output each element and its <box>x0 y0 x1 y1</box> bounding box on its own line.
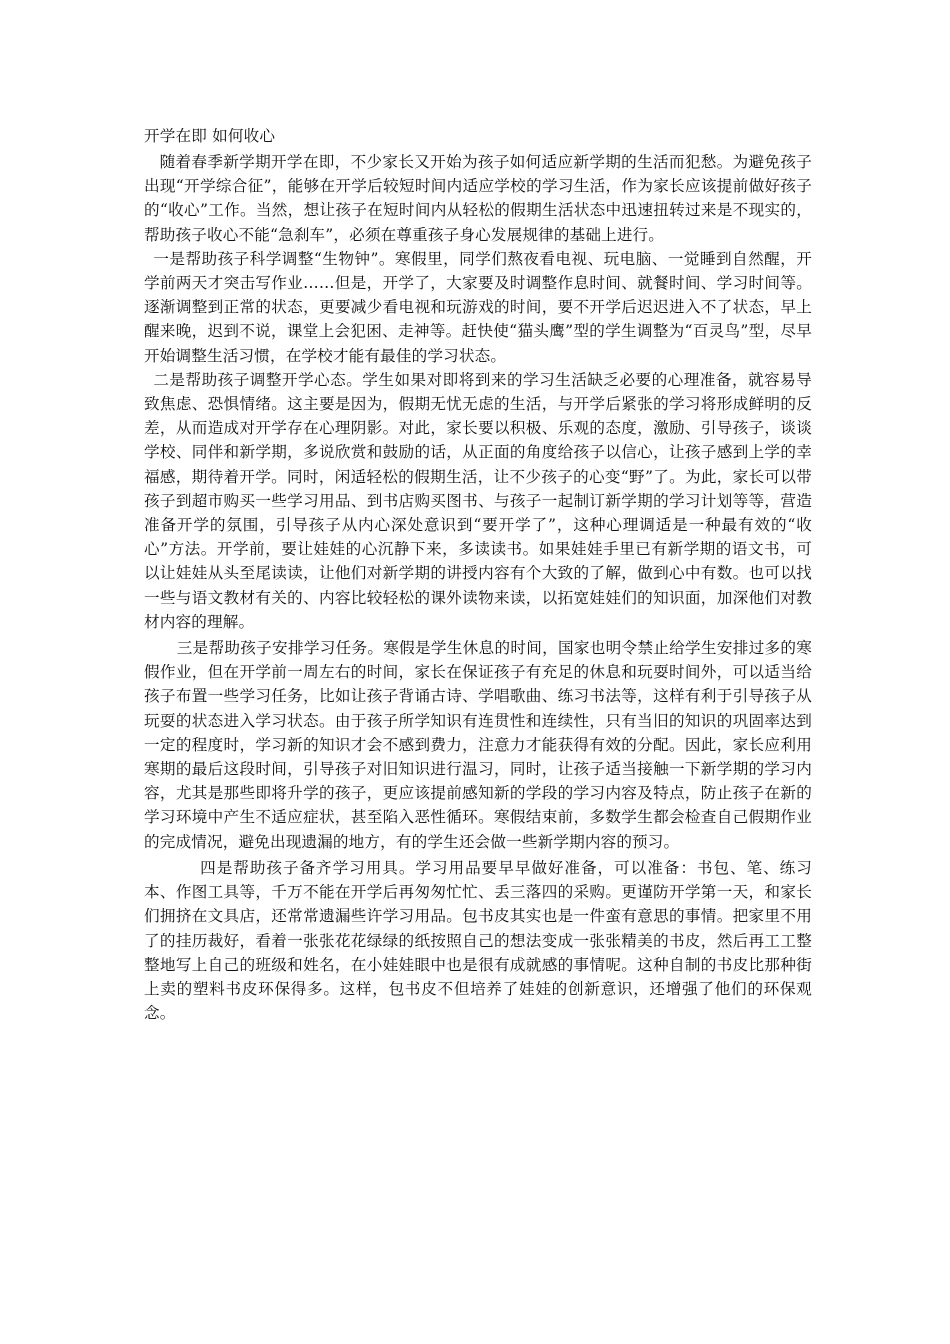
paragraph-point-four: 四是帮助孩子备齐学习用具。学习用品要早早做好准备，可以准备：书包、笔、练习本、作图工具等，千万不能在开学后再匆匆忙忙、丢三落四的采购。更谨防开学第一天，和家长们拥挤在文具店，还常常遗漏些许学习用品。包书皮其实也是一件蛮有意思的事情。把家里不用了的挂历裁好，看着一张张花花绿绿的纸按照自己的想法变成一张张精美的书皮，然后再工工整整地写上自己的班级和姓名，在小娃娃眼中也是很有成就感的事情呢。这种自制的书皮比那种街上卖的塑料书皮环保得多。这样，包书皮不但培养了娃娃的创新意识，还增强了他们的环保观念。 <box>144 858 812 1023</box>
paragraph-point-three: 三是帮助孩子安排学习任务。寒假是学生休息的时间，国家也明令禁止给学生安排过多的寒假作业，但在开学前一周左右的时间，家长在保证孩子有充足的休息和玩耍时间外，可以适当给孩子布置一些学习任务，比如让孩子背诵古诗、学唱歌曲、练习书法等，这样有利于引导孩子从玩耍的状态进入学习状态。由于孩子所学知识有连贯性和连续性，只有当旧的知识的巩固率达到一定的程度时，学习新的知识才会不感到费力，注意力才能获得有效的分配。因此，家长应利用寒期的最后这段时间，引导孩子对旧知识进行温习，同时，让孩子适当接触一下新学期的学习内容，尤其是那些即将升学的孩子，更应该提前感知新的学段的学习内容及特点，防止孩子在新的学习环境中产生不适应症状，甚至陷入恶性循环。寒假结束前，多数学生都会检查自己假期作业的完成情况，避免出现遗漏的地方，有的学生还会做一些新学期内容的预习。 <box>144 639 812 851</box>
paragraph-point-one: 一是帮助孩子科学调整“生物钟”。寒假里，同学们熬夜看电视、玩电脑、一觉睡到自然醒，开学前两天才突击写作业……但是，开学了，大家要及时调整作息时间、就餐时间、学习时间等。逐渐调整到正常的状态，更要减少看电视和玩游戏的时间，要不开学后迟迟进入不了状态，早上醒来晚，迟到不说，课堂上会犯困、走神等。赶快使“猫头鹰”型的学生调整为“百灵鸟”型，尽早开始调整生活习惯，在学校才能有最佳的学习状态。 <box>144 249 812 365</box>
paragraph-intro: 随着春季新学期开学在即，不少家长又开始为孩子如何适应新学期的生活而犯愁。为避免孩子出现“开学综合征”，能够在开学后较短时间内适应学校的学习生活，作为家长应该提前做好孩子的“收心”工作。当然，想让孩子在短时间内从轻松的假期生活状态中迅速扭转过来是不现实的，帮助孩子收心不能“急刹车”，必须在尊重孩子身心发展规律的基础上进行。 <box>144 153 812 244</box>
article-body <box>144 124 812 1025</box>
article-title: 开学在即 如何收心 <box>144 127 276 145</box>
paragraph-point-two: 二是帮助孩子调整开学心态。学生如果对即将到来的学习生活缺乏必要的心理准备，就容易导致焦虑、恐惧情绪。这主要是因为，假期无忧无虑的生活，与开学后紧张的学习将形成鲜明的反差，从而造成对开学存在心理阴影。对此，家长要以积极、乐观的态度，激励、引导孩子，谈谈学校、同伴和新学期，多说欣赏和鼓励的话，从正面的角度给孩子以信心，让孩子感到上学的幸福感，期待着开学。同时，闲适轻松的假期生活，让不少孩子的心变“野”了。为此，家长可以带孩子到超市购买一些学习用品、到书店购买图书、与孩子一起制订新学期的学习计划等等，营造准备开学的氛围，引导孩子从内心深处意识到“要开学了”，这种心理调适是一种最有效的“收心”方法。开学前，要让娃娃的心沉静下来，多读读书。如果娃娃手里已有新学期的语文书，可以让娃娃从头至尾读读，让他们对新学期的讲授内容有个大致的了解，做到心中有数。也可以找一些与语文教材有关的、内容比较轻松的课外读物来读，以拓宽娃娃们的知识面，加深他们对教材内容的理解。 <box>144 370 812 631</box>
